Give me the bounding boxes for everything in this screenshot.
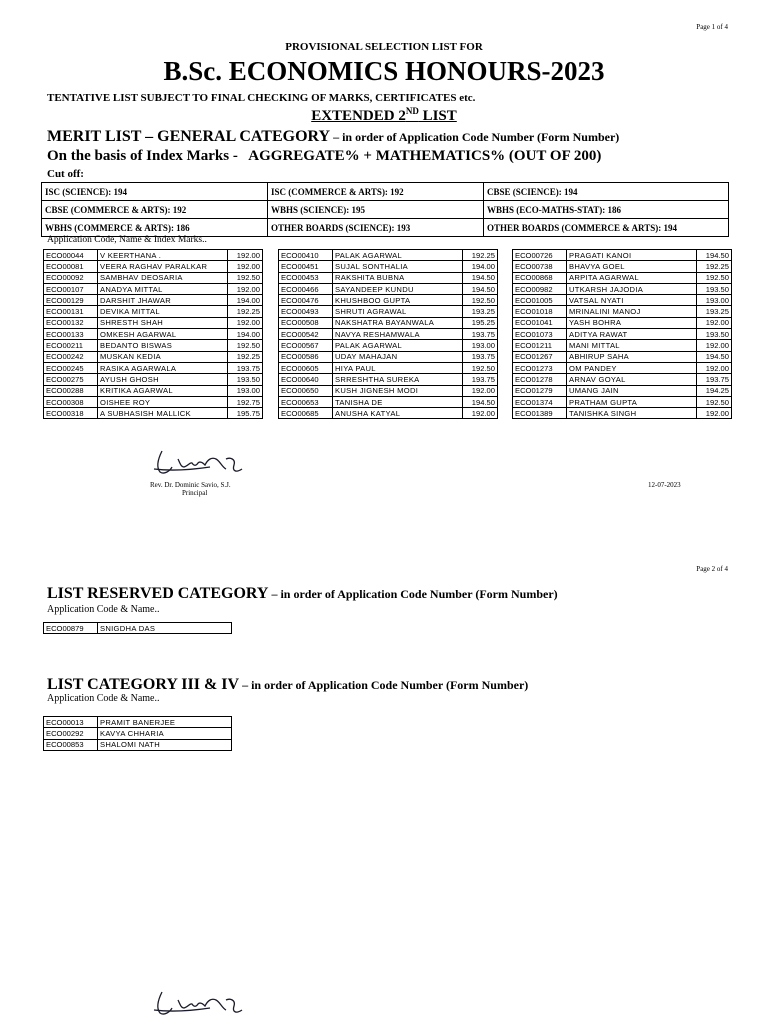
table-row <box>44 623 232 634</box>
application-code: ECO00044 <box>44 250 98 261</box>
index-marks: 193.25 <box>463 306 498 317</box>
merit-list-main: MERIT LIST – GENERAL CATEGORY <box>47 128 331 145</box>
table-row <box>513 351 732 362</box>
candidate-name: RAKSHITA BUBNA <box>333 272 463 283</box>
application-code: ECO00453 <box>279 272 333 283</box>
application-code: ECO00081 <box>44 261 98 272</box>
table-row <box>44 739 232 750</box>
table-row <box>513 385 732 396</box>
table-row <box>44 295 263 306</box>
index-marks: 192.50 <box>697 272 732 283</box>
table-row <box>44 272 263 283</box>
reserved-main: LIST RESERVED CATEGORY <box>47 585 269 602</box>
candidate-name: BHAVYA GOEL <box>567 261 697 272</box>
index-marks: 193.75 <box>697 374 732 385</box>
candidate-name: PALAK AGARWAL <box>333 340 463 351</box>
index-marks: 193.00 <box>228 385 263 396</box>
table-row <box>44 408 263 419</box>
candidate-name: SUJAL SONTHALIA <box>333 261 463 272</box>
table-row <box>513 261 732 272</box>
index-marks: 192.00 <box>697 340 732 351</box>
index-marks: 192.00 <box>228 250 263 261</box>
category-3-4-table <box>43 716 232 751</box>
candidate-name: ANADYA MITTAL <box>98 283 228 294</box>
table-row <box>44 283 263 294</box>
index-marks: 193.25 <box>697 306 732 317</box>
table-row <box>513 362 732 373</box>
cutoff-row <box>42 183 729 201</box>
index-marks: 193.00 <box>697 295 732 306</box>
application-code: ECO01389 <box>513 408 567 419</box>
index-marks: 192.00 <box>228 283 263 294</box>
candidate-name: MANI MITTAL <box>567 340 697 351</box>
application-code: ECO00879 <box>44 623 98 634</box>
table-row <box>44 351 263 362</box>
category-3-4-title <box>47 676 528 694</box>
table-row <box>44 374 263 385</box>
table-row <box>279 295 498 306</box>
index-marks: 192.25 <box>228 306 263 317</box>
index-marks: 192.50 <box>463 295 498 306</box>
cutoff-cell: CBSE (SCIENCE): 194 <box>484 183 729 201</box>
candidate-name: MRINALINI MANOJ <box>567 306 697 317</box>
index-marks: 193.50 <box>697 329 732 340</box>
table-row <box>279 250 498 261</box>
heading-provisional: PROVISIONAL SELECTION LIST FOR <box>285 41 483 53</box>
application-code: ECO00242 <box>44 351 98 362</box>
table-row <box>279 272 498 283</box>
table-row <box>279 306 498 317</box>
heading-tentative: TENTATIVE LIST SUBJECT TO FINAL CHECKING OF MARKS, CERTIFICATES etc. <box>47 92 476 104</box>
application-code: ECO00131 <box>44 306 98 317</box>
application-code: ECO00292 <box>44 728 98 739</box>
application-code: ECO00493 <box>279 306 333 317</box>
application-code: ECO00133 <box>44 329 98 340</box>
signatory-name: Rev. Dr. Dominic Savio, S.J. <box>150 481 231 489</box>
index-marks: 193.00 <box>463 340 498 351</box>
table-row <box>513 317 732 328</box>
application-code: ECO00451 <box>279 261 333 272</box>
index-marks: 193.75 <box>463 374 498 385</box>
application-code: ECO01041 <box>513 317 567 328</box>
index-marks: 193.50 <box>697 283 732 294</box>
application-code: ECO00726 <box>513 250 567 261</box>
candidate-name: PRAGATI KANOI <box>567 250 697 261</box>
application-code: ECO00129 <box>44 295 98 306</box>
cutoff-cell: ISC (COMMERCE & ARTS): 192 <box>268 183 484 201</box>
application-code: ECO00013 <box>44 717 98 728</box>
application-code: ECO01374 <box>513 396 567 407</box>
candidate-name: OISHEE ROY <box>98 396 228 407</box>
candidate-name: BEDANTO BISWAS <box>98 340 228 351</box>
table-row <box>513 374 732 385</box>
table-row <box>44 340 263 351</box>
application-code: ECO01273 <box>513 362 567 373</box>
candidate-name: UTKARSH JAJODIA <box>567 283 697 294</box>
candidate-name: SHRESTH SHAH <box>98 317 228 328</box>
candidate-name: TANISHKA SINGH <box>567 408 697 419</box>
table-row <box>44 329 263 340</box>
heading-extended-list <box>0 106 768 125</box>
candidate-name: ARNAV GOYAL <box>567 374 697 385</box>
application-code: ECO00288 <box>44 385 98 396</box>
application-code: ECO00653 <box>279 396 333 407</box>
cutoff-cell: OTHER BOARDS (SCIENCE): 193 <box>268 219 484 237</box>
index-marks: 192.00 <box>697 408 732 419</box>
candidate-name: AYUSH GHOSH <box>98 374 228 385</box>
candidate-name: KRITIKA AGARWAL <box>98 385 228 396</box>
candidate-name: SAYANDEEP KUNDU <box>333 283 463 294</box>
candidate-name: VATSAL NYATI <box>567 295 697 306</box>
table-row <box>513 306 732 317</box>
index-marks: 194.50 <box>463 283 498 294</box>
basis-line: On the basis of Index Marks - AGGREGATE% + MATHEMATICS% (OUT OF 200) <box>47 148 602 164</box>
table-row <box>279 283 498 294</box>
cutoff-cell: WBHS (ECO-MATHS-STAT): 186 <box>484 201 729 219</box>
index-marks: 193.75 <box>228 362 263 373</box>
merit-list-title <box>47 128 619 146</box>
candidate-name: A SUBHASISH MALLICK <box>98 408 228 419</box>
candidate-name: KHUSHBOO GUPTA <box>333 295 463 306</box>
index-marks: 192.00 <box>697 362 732 373</box>
table-row <box>513 329 732 340</box>
index-marks: 194.00 <box>463 261 498 272</box>
candidate-name: MUSKAN KEDIA <box>98 351 228 362</box>
signatory-title: Principal <box>182 489 208 497</box>
candidate-name: NAKSHATRA BAYANWALA <box>333 317 463 328</box>
table-row <box>279 351 498 362</box>
table-row <box>279 317 498 328</box>
application-code: ECO00542 <box>279 329 333 340</box>
table-row <box>513 408 732 419</box>
application-code: ECO00476 <box>279 295 333 306</box>
index-marks: 195.25 <box>463 317 498 328</box>
principal-signature <box>150 445 260 477</box>
table-row <box>513 250 732 261</box>
table-row <box>44 728 232 739</box>
application-code: ECO00211 <box>44 340 98 351</box>
cat34-caption: Application Code & Name.. <box>47 693 160 704</box>
principal-signature-2 <box>150 986 260 1018</box>
index-marks: 192.25 <box>697 261 732 272</box>
application-code: ECO01073 <box>513 329 567 340</box>
candidate-name: VEERA RAGHAV PARALKAR <box>98 261 228 272</box>
cutoff-cell: CBSE (COMMERCE & ARTS): 192 <box>42 201 268 219</box>
extended-text: EXTENDED 2 <box>311 108 406 124</box>
table-row <box>44 317 263 328</box>
index-marks: 192.75 <box>228 396 263 407</box>
application-code: ECO00567 <box>279 340 333 351</box>
index-marks: 192.00 <box>228 317 263 328</box>
candidate-name: DARSHIT JHAWAR <box>98 295 228 306</box>
candidate-name: UMANG JAIN <box>567 385 697 396</box>
index-marks: 192.25 <box>228 351 263 362</box>
candidate-name: PRATHAM GUPTA <box>567 396 697 407</box>
table-row <box>279 385 498 396</box>
index-marks: 192.00 <box>228 261 263 272</box>
list-caption: Application Code, Name & Index Marks.. <box>47 235 207 245</box>
candidate-name: KUSH JIGNESH MODI <box>333 385 463 396</box>
candidate-name: SRRESHTHA SUREKA <box>333 374 463 385</box>
candidate-name: NAVYA RESHAMWALA <box>333 329 463 340</box>
application-code: ECO00107 <box>44 283 98 294</box>
application-code: ECO00650 <box>279 385 333 396</box>
application-code: ECO00318 <box>44 408 98 419</box>
candidate-name: UDAY MAHAJAN <box>333 351 463 362</box>
candidate-name: ABHIRUP SAHA <box>567 351 697 362</box>
candidate-name: PALAK AGARWAL <box>333 250 463 261</box>
index-marks: 195.75 <box>228 408 263 419</box>
application-code: ECO01018 <box>513 306 567 317</box>
table-row <box>279 329 498 340</box>
candidate-name: RASIKA AGARWALA <box>98 362 228 373</box>
application-code: ECO00092 <box>44 272 98 283</box>
page-number-2: Page 2 of 4 <box>696 565 728 573</box>
candidate-name: ANUSHA KATYAL <box>333 408 463 419</box>
index-marks: 194.50 <box>697 351 732 362</box>
candidate-name: SHRUTI AGRAWAL <box>333 306 463 317</box>
candidate-name: TANISHA DE <box>333 396 463 407</box>
cutoff-table <box>41 182 729 237</box>
cat34-main: LIST CATEGORY III & IV <box>47 676 240 693</box>
application-code: ECO01279 <box>513 385 567 396</box>
merit-table-column-3 <box>512 249 732 419</box>
application-code: ECO00410 <box>279 250 333 261</box>
cutoff-label: Cut off: <box>47 168 84 180</box>
index-marks: 192.50 <box>463 362 498 373</box>
index-marks: 192.50 <box>228 340 263 351</box>
application-code: ECO01278 <box>513 374 567 385</box>
table-row <box>44 385 263 396</box>
application-code: ECO00685 <box>279 408 333 419</box>
merit-table-column-2 <box>278 249 498 419</box>
table-row <box>513 295 732 306</box>
application-code: ECO00982 <box>513 283 567 294</box>
index-marks: 194.00 <box>228 329 263 340</box>
candidate-name: ARPITA AGARWAL <box>567 272 697 283</box>
extended-sup: ND <box>405 106 419 116</box>
candidate-name: PRAMIT BANERJEE <box>98 717 232 728</box>
cutoff-cell: WBHS (COMMERCE & ARTS): 186 <box>42 219 268 237</box>
page-number: Page 1 of 4 <box>696 23 728 31</box>
table-row <box>279 396 498 407</box>
application-code: ECO00738 <box>513 261 567 272</box>
table-row <box>513 283 732 294</box>
table-row <box>44 306 263 317</box>
candidate-name: HIYA PAUL <box>333 362 463 373</box>
reserved-table <box>43 622 232 634</box>
table-row <box>44 717 232 728</box>
index-marks: 193.50 <box>228 374 263 385</box>
application-code: ECO00132 <box>44 317 98 328</box>
merit-table-column-1 <box>43 249 263 419</box>
index-marks: 192.00 <box>697 317 732 328</box>
application-code: ECO00586 <box>279 351 333 362</box>
candidate-name: OM PANDEY <box>567 362 697 373</box>
candidate-name: SAMBHAV DEOSARIA <box>98 272 228 283</box>
application-code: ECO01267 <box>513 351 567 362</box>
cutoff-cell: OTHER BOARDS (COMMERCE & ARTS): 194 <box>484 219 729 237</box>
application-code: ECO01211 <box>513 340 567 351</box>
table-row <box>279 408 498 419</box>
index-marks: 192.50 <box>228 272 263 283</box>
application-code: ECO00640 <box>279 374 333 385</box>
table-row <box>279 362 498 373</box>
table-row <box>279 340 498 351</box>
list-date: 12-07-2023 <box>648 481 681 489</box>
application-code: ECO00466 <box>279 283 333 294</box>
index-marks: 192.00 <box>463 408 498 419</box>
application-code: ECO00853 <box>44 739 98 750</box>
index-marks: 192.50 <box>697 396 732 407</box>
table-row <box>279 374 498 385</box>
cutoff-row <box>42 201 729 219</box>
application-code: ECO00245 <box>44 362 98 373</box>
candidate-name: OMKESH AGARWAL <box>98 329 228 340</box>
index-marks: 192.00 <box>463 385 498 396</box>
index-marks: 194.50 <box>463 272 498 283</box>
candidate-name: ADITYA RAWAT <box>567 329 697 340</box>
reserved-sub: – in order of Application Code Number (Form Number) <box>268 587 558 601</box>
table-row <box>44 362 263 373</box>
index-marks: 194.50 <box>697 250 732 261</box>
table-row <box>513 340 732 351</box>
table-row <box>44 396 263 407</box>
index-marks: 193.75 <box>463 329 498 340</box>
table-row <box>513 272 732 283</box>
cat34-sub: – in order of Application Code Number (Form Number) <box>239 678 529 692</box>
table-row <box>44 261 263 272</box>
heading-course: B.Sc. ECONOMICS HONOURS-2023 <box>163 56 605 86</box>
application-code: ECO00605 <box>279 362 333 373</box>
application-code: ECO00275 <box>44 374 98 385</box>
index-marks: 194.25 <box>697 385 732 396</box>
candidate-name: SNIGDHA DAS <box>98 623 232 634</box>
candidate-name: SHALOMI NATH <box>98 739 232 750</box>
candidate-name: DEVIKA MITTAL <box>98 306 228 317</box>
candidate-name: YASH BOHRA <box>567 317 697 328</box>
cutoff-row <box>42 219 729 237</box>
index-marks: 194.50 <box>463 396 498 407</box>
application-code: ECO00868 <box>513 272 567 283</box>
reserved-category-title <box>47 585 558 603</box>
reserved-caption: Application Code & Name.. <box>47 604 160 615</box>
index-marks: 193.75 <box>463 351 498 362</box>
extended-list-text: LIST <box>418 108 457 124</box>
cutoff-cell: WBHS (SCIENCE): 195 <box>268 201 484 219</box>
index-marks: 194.00 <box>228 295 263 306</box>
application-code: ECO00508 <box>279 317 333 328</box>
table-row <box>513 396 732 407</box>
application-code: ECO01005 <box>513 295 567 306</box>
index-marks: 192.25 <box>463 250 498 261</box>
candidate-name: V KEERTHANA . <box>98 250 228 261</box>
merit-list-sub: – in order of Application Code Number (Form Number) <box>330 130 620 144</box>
cutoff-cell: ISC (SCIENCE): 194 <box>42 183 268 201</box>
table-row <box>44 250 263 261</box>
candidate-name: KAVYA CHHARIA <box>98 728 232 739</box>
table-row <box>279 261 498 272</box>
application-code: ECO00308 <box>44 396 98 407</box>
